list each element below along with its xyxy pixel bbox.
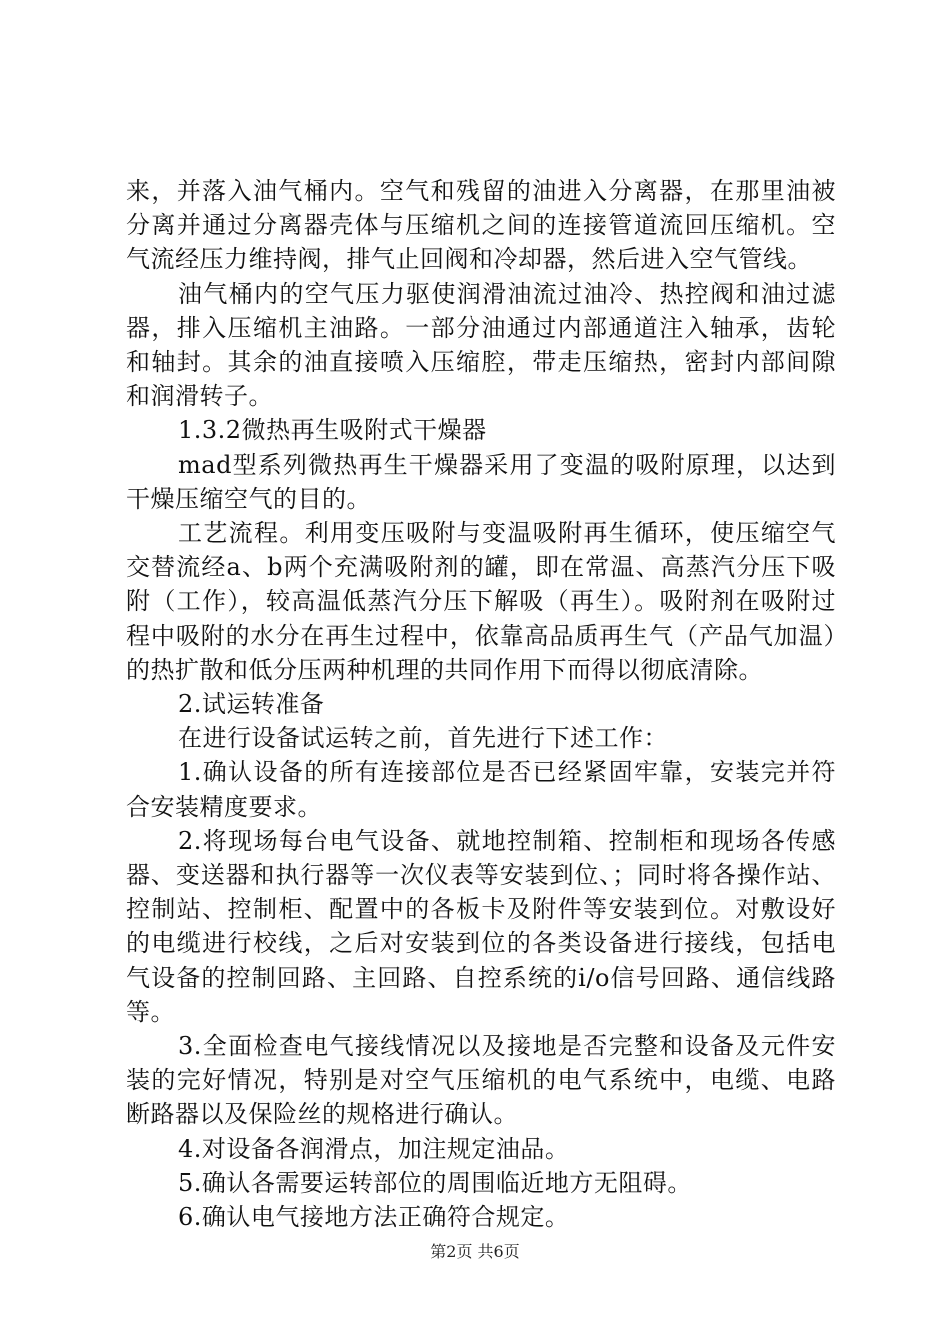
list-item-6: 6.确认电气接地方法正确符合规定。 — [178, 1203, 570, 1232]
paragraph-oil-flow: 油气桶内的空气压力驱使润滑油流过油冷、热控阀和油过滤器，排入压缩机主油路。一部分油通过内部通道注入轴承，齿轮和轴封。其余的油直接喷入压缩腔，带走压缩热，密封内部间隙和润滑转子。 — [126, 279, 836, 411]
paragraph-dryer-intro: mad型系列微热再生干燥器采用了变温的吸附原理，以达到干燥压缩空气的目的。 — [126, 450, 836, 513]
paragraph-prep-intro: 在进行设备试运转之前，首先进行下述工作： — [178, 724, 668, 753]
list-item-4: 4.对设备各润滑点，加注规定油品。 — [178, 1134, 570, 1163]
list-item-5: 5.确认各需要运转部位的周围临近地方无阻碍。 — [178, 1168, 692, 1197]
paragraph-continuation: 来，并落入油气桶内。空气和残留的油进入分离器，在那里油被分离并通过分离器壳体与压缩机之间的连接管道流回压缩机。空气流经压力维持阀，排气止回阀和冷却器，然后进入空气管线。 — [126, 177, 836, 274]
document-body — [126, 174, 836, 1234]
list-item-3: 3.全面检查电气接线情况以及接地是否完整和设备及元件安装的完好情况，特别是对空气压缩机的电气系统中，电缆、电路断路器以及保险丝的规格进行确认。 — [126, 1032, 836, 1129]
paragraph-process-flow: 工艺流程。利用变压吸附与变温吸附再生循环，使压缩空气交替流经a、b两个充满吸附剂的罐，即在常温、高蒸汽分压下吸附（工作），较高温低蒸汽分压下解吸（再生）。吸附剂在吸附过程中吸附的水分在再生过程中，依靠高品质再生气（产品气加温）的热扩散和低分压两种机理的共同作用下而得以彻底清除。 — [126, 519, 836, 684]
list-item-1: 1.确认设备的所有连接部位是否已经紧固牢靠，安装完并符合安装精度要求。 — [126, 758, 836, 821]
list-item-2: 2.将现场每台电气设备、就地控制箱、控制柜和现场各传感器、变送器和执行器等一次仪表等安装到位、；同时将各操作站、控制站、控制柜、配置中的各板卡及附件等安装到位。对敷设好的电缆进行校线，之后对安装到位的各类设备进行接线，包括电气设备的控制回路、主回路、自控系统的i/o信号回路、通信线路等。 — [126, 826, 836, 1026]
section-heading-trial-prep: 2.试运转准备 — [178, 690, 325, 719]
page-footer: 第2页 共6页 — [430, 1242, 520, 1261]
section-heading-dryer: 1.3.2微热再生吸附式干燥器 — [178, 416, 487, 445]
